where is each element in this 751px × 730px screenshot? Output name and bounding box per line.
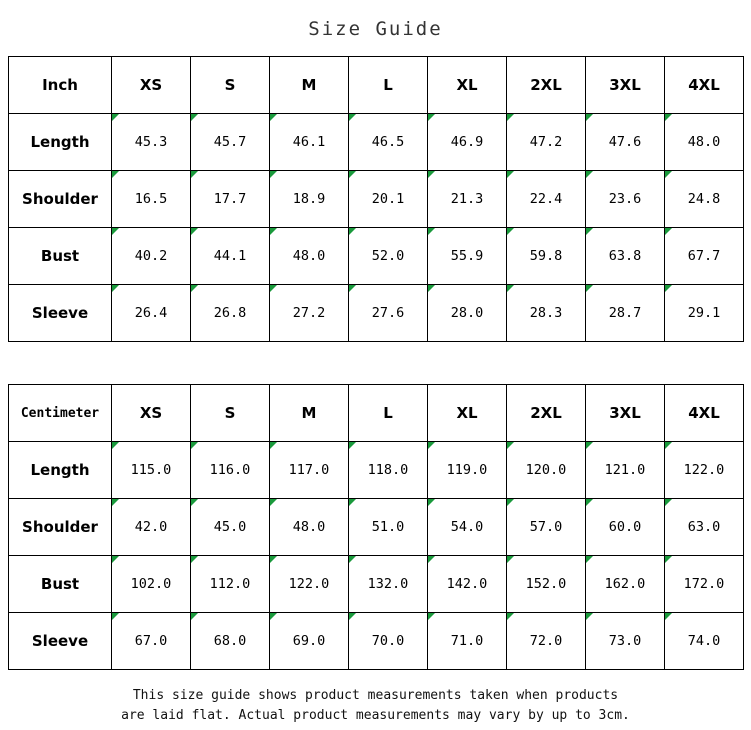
cell-shoulder-l: 51.0 <box>349 499 428 556</box>
cell-bust-2xl: 59.8 <box>507 228 586 285</box>
row-label-bust: Bust <box>9 228 112 285</box>
cell-sleeve-2xl: 28.3 <box>507 285 586 342</box>
column-header-xl: XL <box>428 57 507 114</box>
cell-length-xs: 115.0 <box>112 442 191 499</box>
cell-length-l: 118.0 <box>349 442 428 499</box>
cell-bust-4xl: 67.7 <box>665 228 744 285</box>
table-row <box>9 285 744 342</box>
column-header-l: L <box>349 57 428 114</box>
cell-bust-xl: 55.9 <box>428 228 507 285</box>
cell-bust-s: 112.0 <box>191 556 270 613</box>
column-header-m: M <box>270 57 349 114</box>
cell-length-xl: 119.0 <box>428 442 507 499</box>
cell-sleeve-s: 68.0 <box>191 613 270 670</box>
cell-shoulder-4xl: 24.8 <box>665 171 744 228</box>
cell-shoulder-xs: 42.0 <box>112 499 191 556</box>
table-row <box>9 442 744 499</box>
cell-length-m: 117.0 <box>270 442 349 499</box>
cell-length-4xl: 122.0 <box>665 442 744 499</box>
cell-bust-xl: 142.0 <box>428 556 507 613</box>
column-header-l: L <box>349 385 428 442</box>
cell-shoulder-4xl: 63.0 <box>665 499 744 556</box>
row-label-shoulder: Shoulder <box>9 499 112 556</box>
footer-line-2: are laid flat. Actual product measurements may vary by up to 3cm. <box>121 708 630 724</box>
cell-length-2xl: 120.0 <box>507 442 586 499</box>
cell-bust-m: 122.0 <box>270 556 349 613</box>
unit-label-inch: Inch <box>9 57 112 114</box>
cell-sleeve-l: 70.0 <box>349 613 428 670</box>
cell-sleeve-xl: 28.0 <box>428 285 507 342</box>
column-header-xl: XL <box>428 385 507 442</box>
cell-shoulder-l: 20.1 <box>349 171 428 228</box>
cell-sleeve-4xl: 74.0 <box>665 613 744 670</box>
cell-sleeve-m: 69.0 <box>270 613 349 670</box>
page-title: Size Guide <box>308 18 443 40</box>
cell-shoulder-xl: 21.3 <box>428 171 507 228</box>
unit-label-centimeter: Centimeter <box>9 385 112 442</box>
column-header-xs: XS <box>112 57 191 114</box>
column-header-4xl: 4XL <box>665 385 744 442</box>
cell-sleeve-2xl: 72.0 <box>507 613 586 670</box>
cell-bust-m: 48.0 <box>270 228 349 285</box>
cell-sleeve-l: 27.6 <box>349 285 428 342</box>
column-header-4xl: 4XL <box>665 57 744 114</box>
table-separator <box>0 342 751 384</box>
cell-shoulder-xl: 54.0 <box>428 499 507 556</box>
cell-sleeve-xl: 71.0 <box>428 613 507 670</box>
cell-sleeve-xs: 67.0 <box>112 613 191 670</box>
cell-bust-3xl: 162.0 <box>586 556 665 613</box>
table-row <box>9 499 744 556</box>
row-label-length: Length <box>9 442 112 499</box>
cell-bust-2xl: 152.0 <box>507 556 586 613</box>
column-header-3xl: 3XL <box>586 57 665 114</box>
table-row <box>9 556 744 613</box>
column-header-xs: XS <box>112 385 191 442</box>
column-header-2xl: 2XL <box>507 57 586 114</box>
cell-shoulder-m: 18.9 <box>270 171 349 228</box>
cell-length-2xl: 47.2 <box>507 114 586 171</box>
cell-sleeve-4xl: 29.1 <box>665 285 744 342</box>
row-label-length: Length <box>9 114 112 171</box>
cell-shoulder-2xl: 22.4 <box>507 171 586 228</box>
cell-bust-l: 52.0 <box>349 228 428 285</box>
table-header-row <box>9 385 744 442</box>
centimeter-table-wrapper <box>0 384 751 670</box>
cell-bust-xs: 40.2 <box>112 228 191 285</box>
cell-shoulder-xs: 16.5 <box>112 171 191 228</box>
cell-length-m: 46.1 <box>270 114 349 171</box>
cell-shoulder-3xl: 60.0 <box>586 499 665 556</box>
cell-bust-3xl: 63.8 <box>586 228 665 285</box>
column-header-2xl: 2XL <box>507 385 586 442</box>
table-row <box>9 613 744 670</box>
cell-length-4xl: 48.0 <box>665 114 744 171</box>
cell-length-l: 46.5 <box>349 114 428 171</box>
cell-bust-4xl: 172.0 <box>665 556 744 613</box>
row-label-sleeve: Sleeve <box>9 613 112 670</box>
cell-bust-xs: 102.0 <box>112 556 191 613</box>
cell-shoulder-s: 17.7 <box>191 171 270 228</box>
row-label-sleeve: Sleeve <box>9 285 112 342</box>
cell-shoulder-3xl: 23.6 <box>586 171 665 228</box>
cell-length-3xl: 121.0 <box>586 442 665 499</box>
table-header-row <box>9 57 744 114</box>
footer-note <box>0 670 751 726</box>
cell-sleeve-3xl: 28.7 <box>586 285 665 342</box>
column-header-s: S <box>191 57 270 114</box>
cell-sleeve-xs: 26.4 <box>112 285 191 342</box>
row-label-shoulder: Shoulder <box>9 171 112 228</box>
column-header-3xl: 3XL <box>586 385 665 442</box>
cell-shoulder-m: 48.0 <box>270 499 349 556</box>
cell-length-s: 116.0 <box>191 442 270 499</box>
size-table-centimeter <box>8 384 744 670</box>
cell-length-3xl: 47.6 <box>586 114 665 171</box>
column-header-m: M <box>270 385 349 442</box>
table-row <box>9 228 744 285</box>
cell-sleeve-m: 27.2 <box>270 285 349 342</box>
table-row <box>9 114 744 171</box>
column-header-s: S <box>191 385 270 442</box>
footer-line-1: This size guide shows product measurements taken when products <box>132 688 619 703</box>
table-row <box>9 171 744 228</box>
cell-sleeve-s: 26.8 <box>191 285 270 342</box>
row-label-bust: Bust <box>9 556 112 613</box>
cell-bust-l: 132.0 <box>349 556 428 613</box>
cell-bust-s: 44.1 <box>191 228 270 285</box>
cell-sleeve-3xl: 73.0 <box>586 613 665 670</box>
cell-length-xl: 46.9 <box>428 114 507 171</box>
size-table-inch <box>8 56 744 342</box>
cell-shoulder-2xl: 57.0 <box>507 499 586 556</box>
cell-length-xs: 45.3 <box>112 114 191 171</box>
cell-shoulder-s: 45.0 <box>191 499 270 556</box>
cell-length-s: 45.7 <box>191 114 270 171</box>
inch-table-wrapper <box>0 56 751 342</box>
